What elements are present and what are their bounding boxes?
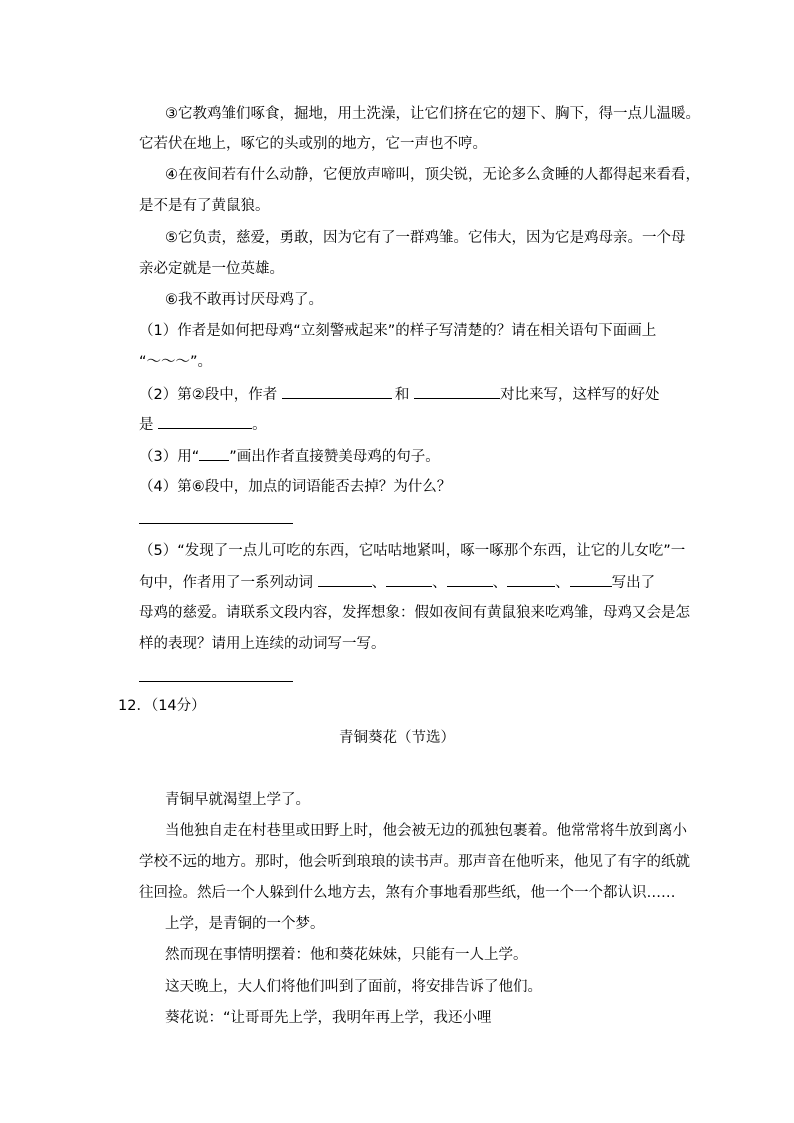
question-5-text-a: 句中，作者用了一系列动词 — [139, 575, 318, 591]
answer-line[interactable] — [139, 681, 293, 682]
passage-2-line-4: 往回捡。然后一个人躲到什么地方去，煞有介事地看那些纸，他一个一个都认识…… — [139, 885, 676, 901]
question-5-line-4: 样的表现？请用上连续的动词写一写。 — [139, 636, 386, 652]
passage-paragraph-4-line-1: ④在夜间若有什么动静，它便放声啼叫，顶尖锐，无论多么贪睡的人都得起来看看， — [165, 167, 700, 183]
question-5-text-b: 写出了 — [611, 575, 656, 591]
passage-paragraph-5-line-1: ⑤它负责，慈爱，勇敢，因为它有了一群鸡雏。它伟大，因为它是鸡母亲。一个母 — [165, 230, 686, 246]
answer-line[interactable] — [139, 523, 293, 524]
answer-blank[interactable] — [158, 414, 252, 429]
passage-2-line-2: 当他独自走在村巷里或田野上时，他会被无边的孤独包裹着。他常常将牛放到离小 — [165, 823, 687, 839]
question-1-line-2: “～～～”。 — [139, 354, 213, 370]
question-5-line-2 — [139, 572, 655, 593]
passage-paragraph-5-line-2: 亲必定就是一位英雄。 — [139, 261, 284, 277]
separator: 、 — [371, 575, 387, 591]
passage-paragraph-6: ⑥我不敢再讨厌母鸡了。 — [165, 292, 323, 308]
passage-2-line-6: 然而现在事情明摆着：他和葵花妹妹，只能有一人上学。 — [165, 947, 528, 963]
question-5-line-1: （5）“发现了一点儿可吃的东西，它咕咕地紧叫，啄一啄那个东西，让它的儿女吃”一 — [139, 543, 686, 559]
question-2-text-b: 和 — [394, 387, 414, 403]
separator: 、 — [555, 575, 570, 591]
separator: 、 — [432, 575, 447, 591]
question-2-text-e: 。 — [252, 417, 267, 433]
passage-2-line-7: 这天晚上，大人们将他们叫到了面前，将安排告诉了他们。 — [165, 979, 542, 995]
answer-blank[interactable] — [386, 572, 432, 587]
question-2-line-2 — [139, 414, 267, 435]
passage-paragraph-3-line-1: ③它教鸡雏们啄食，掘地，用土洗澡，让它们挤在它的翅下、胸下，得一点儿温暖。 — [165, 106, 700, 122]
separator: 、 — [492, 575, 508, 591]
question-2-text-d: 是 — [139, 417, 159, 433]
question-5-line-3: 母鸡的慈爱。请联系文段内容，发挥想象：假如夜间有黄鼠狼来吃鸡雏，母鸡又会是怎 — [139, 605, 690, 621]
question-1-line-1: （1）作者是如何把母鸡“立刻警戒起来”的样子写清楚的？请在相关语句下面画上 — [139, 323, 657, 339]
passage-2-line-8: 葵花说：“让哥哥先上学，我明年再上学，我还小哩 — [165, 1010, 492, 1026]
question-3 — [139, 446, 440, 467]
passage-2-line-3: 学校不远的地方。那时，他会听到琅琅的读书声。那声音在他听来，他见了有字的纸就 — [139, 854, 690, 870]
answer-blank[interactable] — [282, 384, 392, 399]
answer-blank[interactable] — [318, 572, 372, 587]
passage-2-line-5: 上学，是青铜的一个梦。 — [165, 916, 325, 932]
question-4: （4）第⑥段中，加点的词语能否去掉？为什么？ — [139, 479, 452, 495]
answer-blank[interactable] — [414, 384, 500, 399]
question-2-line-1 — [139, 384, 659, 405]
answer-blank[interactable] — [507, 572, 555, 587]
question-2-text-a: （2）第②段中，作者 — [139, 387, 282, 403]
question-3-text-a: （3）用“ — [139, 449, 200, 465]
passage-2-line-1: 青铜早就渴望上学了。 — [165, 792, 310, 808]
answer-blank[interactable] — [447, 572, 493, 587]
passage-title: 青铜葵花（节选） — [339, 730, 455, 746]
question-3-text-b: ”画出作者直接赞美母鸡的句子。 — [229, 449, 440, 465]
question-12-number: 12．（14分） — [118, 698, 206, 714]
passage-paragraph-3-line-2: 它若伏在地上，啄它的头或别的地方，它一声也不哼。 — [139, 136, 487, 152]
question-2-text-c: 对比来写，这样写的好处 — [499, 387, 660, 403]
passage-paragraph-4-line-2: 是不是有了黄鼠狼。 — [139, 198, 270, 214]
underline-sample — [199, 446, 229, 461]
answer-blank[interactable] — [570, 572, 612, 587]
